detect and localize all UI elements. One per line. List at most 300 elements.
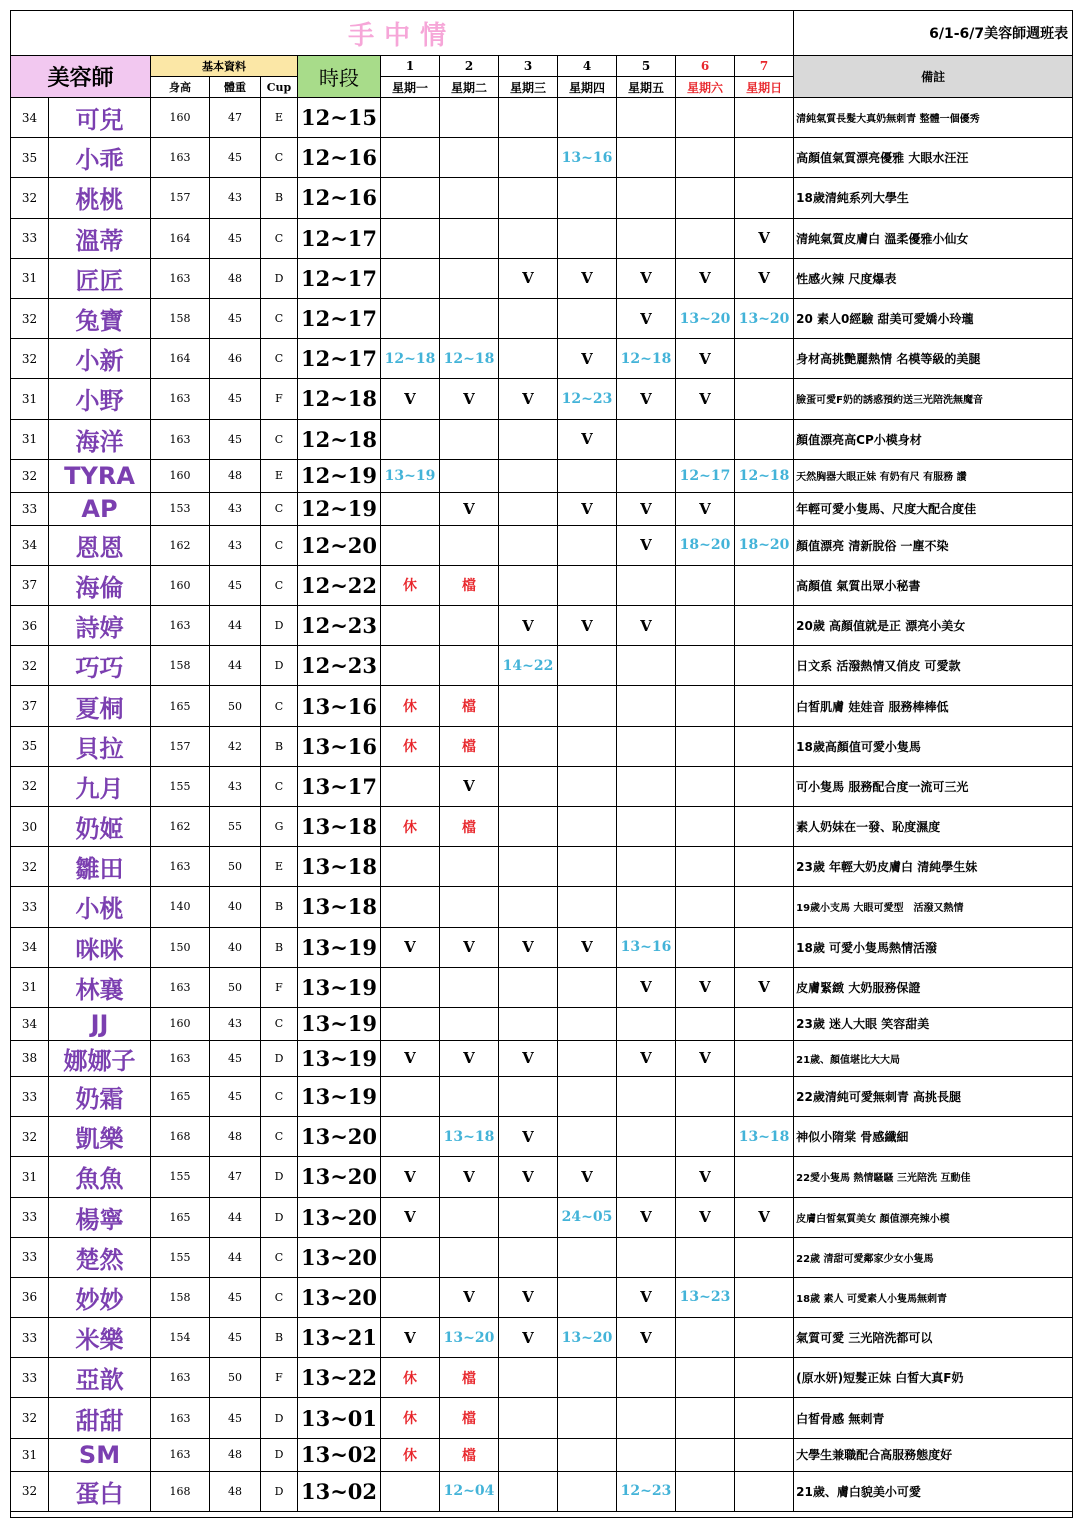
note-cell: 皮膚白皙氣質美女 顏值漂亮辣小模 xyxy=(794,1197,1073,1237)
note-cell: 22歲 清甜可愛鄰家少女小隻馬 xyxy=(794,1237,1073,1277)
time-slot-cell: 12~19 xyxy=(298,492,381,525)
cup-cell: B xyxy=(261,927,298,967)
schedule-cell: 12~18 xyxy=(617,339,676,379)
beautician-name: 魚魚 xyxy=(49,1157,151,1197)
note-cell: 20歲 高顏值就是正 漂亮小美女 xyxy=(794,606,1073,646)
schedule-cell xyxy=(617,218,676,258)
schedule-cell: 13~16 xyxy=(617,927,676,967)
weight-cell: 44 xyxy=(210,1237,261,1277)
age-cell: 33 xyxy=(11,492,49,525)
schedule-cell: 休 xyxy=(381,726,440,766)
age-cell: 37 xyxy=(11,686,49,726)
schedule-cell xyxy=(499,1438,558,1471)
note-cell: 18歲高顏值可愛小隻馬 xyxy=(794,726,1073,766)
note-cell: 22歲清純可愛無刺青 高挑長腿 xyxy=(794,1076,1073,1116)
schedule-cell xyxy=(676,606,735,646)
weight-cell: 45 xyxy=(210,218,261,258)
age-cell: 35 xyxy=(11,726,49,766)
schedule-cell xyxy=(381,298,440,338)
day-number-2: 2 xyxy=(440,56,499,77)
height-cell: 168 xyxy=(151,1471,210,1511)
height-cell: 164 xyxy=(151,218,210,258)
schedule-cell xyxy=(617,1438,676,1471)
schedule-cell: 12~17 xyxy=(676,459,735,492)
time-slot-cell: 13~19 xyxy=(298,1040,381,1076)
schedule-cell xyxy=(558,847,617,887)
schedule-cell: V xyxy=(735,1197,794,1237)
schedule-cell xyxy=(440,967,499,1007)
schedule-cell: V xyxy=(499,1040,558,1076)
beautician-name: 蛋白 xyxy=(49,1471,151,1511)
cup-cell: B xyxy=(261,887,298,927)
schedule-cell: V xyxy=(617,379,676,419)
schedule-cell: 13~18 xyxy=(735,1117,794,1157)
schedule-cell xyxy=(676,98,735,138)
height-cell: 163 xyxy=(151,847,210,887)
schedule-cell xyxy=(617,1007,676,1040)
schedule-cell: 休 xyxy=(381,1358,440,1398)
schedule-cell: 13~20 xyxy=(440,1318,499,1358)
time-slot-cell: 13~17 xyxy=(298,766,381,806)
day-name-fri: 星期五 xyxy=(617,77,676,98)
cup-header: Cup xyxy=(261,77,298,98)
cup-cell: D xyxy=(261,646,298,686)
day-number-1: 1 xyxy=(381,56,440,77)
schedule-cell xyxy=(558,1438,617,1471)
schedule-cell xyxy=(440,178,499,218)
height-cell: 165 xyxy=(151,1197,210,1237)
weight-cell: 50 xyxy=(210,967,261,1007)
weight-cell: 40 xyxy=(210,927,261,967)
schedule-cell xyxy=(735,1438,794,1471)
schedule-cell xyxy=(676,1007,735,1040)
time-slot-cell: 13~20 xyxy=(298,1157,381,1197)
schedule-cell xyxy=(558,646,617,686)
weight-cell: 50 xyxy=(210,1358,261,1398)
table-row xyxy=(11,1076,1073,1116)
table-row xyxy=(11,766,1073,806)
cup-cell: E xyxy=(261,98,298,138)
schedule-cell xyxy=(735,807,794,847)
weight-cell: 45 xyxy=(210,1318,261,1358)
schedule-cell xyxy=(558,298,617,338)
weight-cell: 43 xyxy=(210,525,261,565)
note-cell: 天然胸器大眼正妹 有奶有尺 有服務 讚 xyxy=(794,459,1073,492)
cup-cell: B xyxy=(261,1318,298,1358)
schedule-cell xyxy=(499,766,558,806)
schedule-cell: V xyxy=(381,1040,440,1076)
beautician-name: 桃桃 xyxy=(49,178,151,218)
schedule-cell: 13~20 xyxy=(735,298,794,338)
schedule-cell: V xyxy=(735,218,794,258)
beautician-name: 可兒 xyxy=(49,98,151,138)
schedule-cell xyxy=(381,138,440,178)
schedule-cell: 休 xyxy=(381,1438,440,1471)
schedule-cell xyxy=(676,1117,735,1157)
schedule-cell: 13~23 xyxy=(676,1277,735,1317)
age-cell: 34 xyxy=(11,525,49,565)
schedule-cell xyxy=(735,1007,794,1040)
beautician-name: 甜甜 xyxy=(49,1398,151,1438)
time-slot-cell: 12~18 xyxy=(298,379,381,419)
beautician-name: 小野 xyxy=(49,379,151,419)
time-slot-cell: 13~19 xyxy=(298,1007,381,1040)
note-cell: 大學生兼職配合高服務態度好 xyxy=(794,1438,1073,1471)
time-slot-cell: 13~20 xyxy=(298,1237,381,1277)
height-cell: 163 xyxy=(151,1398,210,1438)
beautician-name: 貝拉 xyxy=(49,726,151,766)
schedule-cell: V xyxy=(558,1157,617,1197)
schedule-cell xyxy=(558,766,617,806)
schedule-cell xyxy=(499,1398,558,1438)
schedule-cell xyxy=(499,686,558,726)
weight-cell: 43 xyxy=(210,492,261,525)
beautician-name: 凱樂 xyxy=(49,1117,151,1157)
cup-cell: C xyxy=(261,1277,298,1317)
weight-cell: 45 xyxy=(210,298,261,338)
cup-cell: C xyxy=(261,1237,298,1277)
note-cell: 日文系 活潑熱情又俏皮 可愛款 xyxy=(794,646,1073,686)
table-row xyxy=(11,1117,1073,1157)
schedule-cell: V xyxy=(499,258,558,298)
schedule-cell xyxy=(735,492,794,525)
schedule-cell: V xyxy=(381,927,440,967)
schedule-cell xyxy=(617,419,676,459)
schedule-cell xyxy=(440,646,499,686)
schedule-cell xyxy=(558,178,617,218)
age-cell: 32 xyxy=(11,766,49,806)
schedule-cell: 13~19 xyxy=(381,459,440,492)
schedule-cell xyxy=(735,1237,794,1277)
table-row xyxy=(11,1438,1073,1471)
cup-cell: C xyxy=(261,525,298,565)
schedule-cell: V xyxy=(381,1197,440,1237)
table-row xyxy=(11,1007,1073,1040)
schedule-cell: V xyxy=(499,1117,558,1157)
schedule-cell xyxy=(676,1076,735,1116)
height-header: 身高 xyxy=(151,77,210,98)
schedule-cell xyxy=(735,1471,794,1511)
schedule-cell xyxy=(381,1237,440,1277)
schedule-cell xyxy=(381,1007,440,1040)
schedule-cell xyxy=(440,138,499,178)
schedule-cell: 18~20 xyxy=(676,525,735,565)
height-cell: 157 xyxy=(151,178,210,218)
schedule-cell xyxy=(499,847,558,887)
schedule-cell xyxy=(381,492,440,525)
age-cell: 35 xyxy=(11,138,49,178)
schedule-cell xyxy=(499,1237,558,1277)
table-row xyxy=(11,726,1073,766)
weight-cell: 43 xyxy=(210,766,261,806)
schedule-cell xyxy=(499,1007,558,1040)
cup-cell: C xyxy=(261,1007,298,1040)
schedule-cell xyxy=(440,887,499,927)
schedule-cell xyxy=(499,565,558,605)
schedule-cell: 24~05 xyxy=(558,1197,617,1237)
schedule-cell: V xyxy=(558,492,617,525)
age-cell: 36 xyxy=(11,1277,49,1317)
schedule-cell xyxy=(499,419,558,459)
schedule-cell xyxy=(381,847,440,887)
schedule-cell xyxy=(617,178,676,218)
beautician-name: 夏桐 xyxy=(49,686,151,726)
weight-cell: 50 xyxy=(210,686,261,726)
height-cell: 163 xyxy=(151,1040,210,1076)
cup-cell: C xyxy=(261,766,298,806)
schedule-cell: V xyxy=(440,766,499,806)
schedule-cell xyxy=(558,525,617,565)
beautician-name: 兔寶 xyxy=(49,298,151,338)
weight-cell: 45 xyxy=(210,1040,261,1076)
time-slot-cell: 13~22 xyxy=(298,1358,381,1398)
schedule-cell xyxy=(558,1040,617,1076)
table-row xyxy=(11,419,1073,459)
schedule-cell: V xyxy=(499,606,558,646)
age-cell: 34 xyxy=(11,98,49,138)
height-cell: 157 xyxy=(151,726,210,766)
note-cell: 高顏值氣質漂亮優雅 大眼水汪汪 xyxy=(794,138,1073,178)
schedule-cell xyxy=(558,1471,617,1511)
schedule-cell xyxy=(558,459,617,492)
height-cell: 162 xyxy=(151,525,210,565)
beautician-name: 楚然 xyxy=(49,1237,151,1277)
schedule-cell: V xyxy=(617,298,676,338)
schedule-cell xyxy=(381,178,440,218)
schedule-cell xyxy=(617,726,676,766)
weight-cell: 43 xyxy=(210,1007,261,1040)
schedule-cell xyxy=(381,1076,440,1116)
schedule-cell: V xyxy=(440,379,499,419)
schedule-cell: 檔 xyxy=(440,726,499,766)
schedule-cell xyxy=(381,1471,440,1511)
weight-cell: 48 xyxy=(210,1117,261,1157)
table-row xyxy=(11,258,1073,298)
time-slot-cell: 13~20 xyxy=(298,1117,381,1157)
table-row xyxy=(11,1040,1073,1076)
note-cell: 高顏值 氣質出眾小秘書 xyxy=(794,565,1073,605)
beautician-name: 奶姬 xyxy=(49,807,151,847)
schedule-cell: V xyxy=(617,492,676,525)
table-row xyxy=(11,606,1073,646)
age-cell: 31 xyxy=(11,379,49,419)
time-slot-cell: 13~19 xyxy=(298,927,381,967)
schedule-cell xyxy=(440,1237,499,1277)
schedule-cell xyxy=(381,525,440,565)
note-cell: 18歲清純系列大學生 xyxy=(794,178,1073,218)
age-cell: 32 xyxy=(11,1398,49,1438)
schedule-cell xyxy=(617,1076,676,1116)
height-cell: 168 xyxy=(151,1117,210,1157)
schedule-cell xyxy=(558,1076,617,1116)
notes-header: 備註 xyxy=(794,56,1073,98)
age-cell: 32 xyxy=(11,339,49,379)
schedule-cell xyxy=(676,1398,735,1438)
table-row xyxy=(11,1237,1073,1277)
note-cell: 可小隻馬 服務配合度一流可三光 xyxy=(794,766,1073,806)
day-name-thu: 星期四 xyxy=(558,77,617,98)
schedule-cell xyxy=(617,1117,676,1157)
schedule-cell: V xyxy=(381,1157,440,1197)
schedule-cell: 13~20 xyxy=(558,1318,617,1358)
schedule-cell: V xyxy=(499,1318,558,1358)
day-name-tue: 星期二 xyxy=(440,77,499,98)
table-tail-cell xyxy=(11,1511,1073,1517)
note-cell: 22愛小隻馬 熱情騷騷 三光陪洗 互動佳 xyxy=(794,1157,1073,1197)
beautician-name: TYRA xyxy=(49,459,151,492)
age-cell: 32 xyxy=(11,178,49,218)
beautician-name: 奶霜 xyxy=(49,1076,151,1116)
age-cell: 33 xyxy=(11,1237,49,1277)
beautician-name: JJ xyxy=(49,1007,151,1040)
schedule-cell xyxy=(676,646,735,686)
age-cell: 36 xyxy=(11,606,49,646)
schedule-cell: V xyxy=(558,419,617,459)
schedule-cell xyxy=(676,726,735,766)
schedule-cell xyxy=(676,766,735,806)
cup-cell: C xyxy=(261,492,298,525)
schedule-cell xyxy=(440,459,499,492)
schedule-cell xyxy=(735,646,794,686)
table-row xyxy=(11,138,1073,178)
schedule-cell xyxy=(381,1117,440,1157)
schedule-cell: V xyxy=(558,927,617,967)
time-slot-cell: 12~22 xyxy=(298,565,381,605)
table-row xyxy=(11,339,1073,379)
schedule-cell xyxy=(735,606,794,646)
note-cell: 氣質可愛 三光陪洗都可以 xyxy=(794,1318,1073,1358)
age-cell: 32 xyxy=(11,646,49,686)
cup-cell: C xyxy=(261,218,298,258)
schedule-cell xyxy=(440,525,499,565)
schedule-cell xyxy=(735,686,794,726)
schedule-cell xyxy=(735,565,794,605)
weight-cell: 47 xyxy=(210,98,261,138)
age-cell: 32 xyxy=(11,459,49,492)
schedule-cell: 13~20 xyxy=(676,298,735,338)
table-row xyxy=(11,525,1073,565)
day-name-mon: 星期一 xyxy=(381,77,440,98)
schedule-cell xyxy=(499,339,558,379)
table-row xyxy=(11,379,1073,419)
schedule-cell: 14~22 xyxy=(499,646,558,686)
schedule-cell xyxy=(440,218,499,258)
schedule-cell xyxy=(440,847,499,887)
schedule-cell xyxy=(735,847,794,887)
cup-cell: D xyxy=(261,606,298,646)
time-slot-cell: 12~17 xyxy=(298,298,381,338)
beautician-name: 溫蒂 xyxy=(49,218,151,258)
beautician-name: 恩恩 xyxy=(49,525,151,565)
schedule-cell xyxy=(381,766,440,806)
schedule-cell xyxy=(676,178,735,218)
schedule-cell: V xyxy=(440,927,499,967)
schedule-cell xyxy=(617,1157,676,1197)
beautician-name: 匠匠 xyxy=(49,258,151,298)
schedule-cell: V xyxy=(617,967,676,1007)
schedule-cell xyxy=(735,419,794,459)
table-row xyxy=(11,1277,1073,1317)
schedule-cell: 休 xyxy=(381,807,440,847)
day-name-sun: 星期日 xyxy=(735,77,794,98)
day-name-wed: 星期三 xyxy=(499,77,558,98)
schedule-cell xyxy=(440,258,499,298)
table-row xyxy=(11,1318,1073,1358)
day-number-6: 6 xyxy=(676,56,735,77)
weight-cell: 45 xyxy=(210,379,261,419)
schedule-cell xyxy=(499,459,558,492)
cup-cell: E xyxy=(261,847,298,887)
note-cell: 清純氣質皮膚白 溫柔優雅小仙女 xyxy=(794,218,1073,258)
schedule-cell xyxy=(676,218,735,258)
weight-cell: 46 xyxy=(210,339,261,379)
schedule-cell: V xyxy=(381,1318,440,1358)
weight-cell: 45 xyxy=(210,138,261,178)
height-cell: 160 xyxy=(151,565,210,605)
weight-cell: 48 xyxy=(210,459,261,492)
weight-cell: 50 xyxy=(210,847,261,887)
weight-cell: 45 xyxy=(210,565,261,605)
schedule-cell xyxy=(735,1398,794,1438)
note-cell: 素人奶妹在一發、恥度濕度 xyxy=(794,807,1073,847)
schedule-cell xyxy=(558,1007,617,1040)
schedule-cell: V xyxy=(735,258,794,298)
beautician-name: 小桃 xyxy=(49,887,151,927)
time-slot-cell: 13~21 xyxy=(298,1318,381,1358)
table-row xyxy=(11,565,1073,605)
schedule-cell xyxy=(676,927,735,967)
age-cell: 38 xyxy=(11,1040,49,1076)
beautician-name: 雛田 xyxy=(49,847,151,887)
height-cell: 155 xyxy=(151,1237,210,1277)
weight-header: 體重 xyxy=(210,77,261,98)
cup-cell: F xyxy=(261,967,298,1007)
height-cell: 165 xyxy=(151,686,210,726)
schedule-cell xyxy=(735,1277,794,1317)
table-row xyxy=(11,218,1073,258)
schedule-cell: 18~20 xyxy=(735,525,794,565)
schedule-cell xyxy=(381,258,440,298)
schedule-cell xyxy=(381,419,440,459)
time-slot-cell: 13~01 xyxy=(298,1398,381,1438)
time-slot-cell: 13~19 xyxy=(298,1076,381,1116)
age-cell: 32 xyxy=(11,1471,49,1511)
schedule-cell: 12~18 xyxy=(440,339,499,379)
table-row xyxy=(11,927,1073,967)
schedule-cell: V xyxy=(735,967,794,1007)
schedule-cell: V xyxy=(440,1157,499,1197)
schedule-cell xyxy=(558,726,617,766)
schedule-cell: 休 xyxy=(381,1398,440,1438)
time-slot-cell: 13~18 xyxy=(298,887,381,927)
basic-info-header: 基本資料 xyxy=(151,56,298,77)
height-cell: 158 xyxy=(151,1277,210,1317)
schedule-cell: V xyxy=(499,379,558,419)
schedule-cell xyxy=(381,646,440,686)
beautician-name: 九月 xyxy=(49,766,151,806)
weekly-schedule-table xyxy=(10,10,1073,1518)
schedule-cell xyxy=(499,1471,558,1511)
schedule-cell xyxy=(617,565,676,605)
beautician-name: 妙妙 xyxy=(49,1277,151,1317)
schedule-cell xyxy=(676,1318,735,1358)
height-cell: 160 xyxy=(151,459,210,492)
schedule-cell xyxy=(735,138,794,178)
note-cell: 清純氣質長髮大真奶無刺青 整體一個優秀 xyxy=(794,98,1073,138)
cup-cell: F xyxy=(261,379,298,419)
schedule-cell xyxy=(381,218,440,258)
schedule-cell: V xyxy=(617,1318,676,1358)
